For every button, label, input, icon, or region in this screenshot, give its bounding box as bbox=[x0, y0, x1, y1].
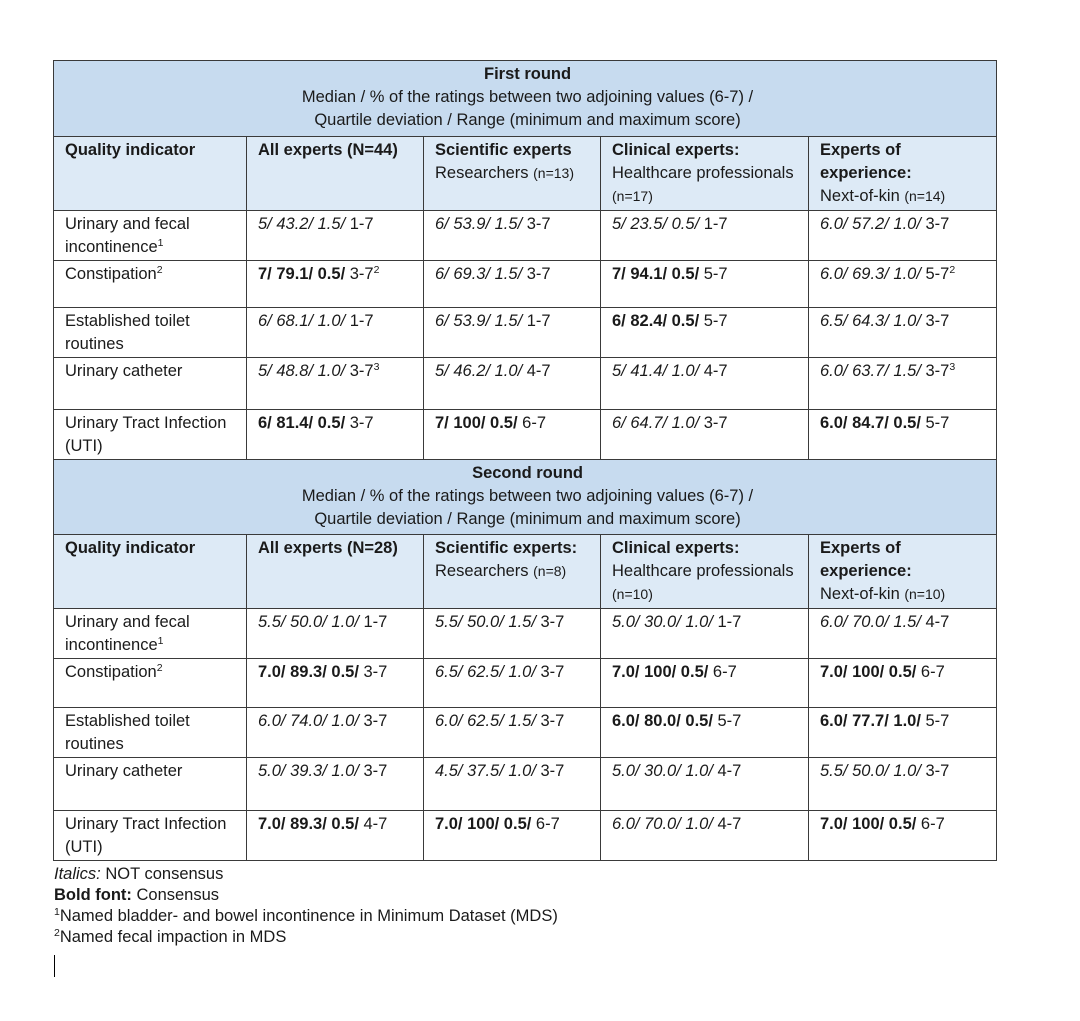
column-header-subtitle bbox=[435, 560, 594, 583]
column-header-title: All experts (N=44) bbox=[258, 141, 398, 159]
legend-italics-label: Italics: bbox=[54, 865, 101, 883]
value-stats: 7.0/ 100/ 0.5/ bbox=[820, 663, 917, 681]
round-band bbox=[54, 460, 997, 535]
column-header-count: (n=10) bbox=[904, 586, 946, 602]
row-label bbox=[54, 659, 247, 708]
value-range: 6-7 bbox=[708, 663, 737, 681]
column-header bbox=[424, 535, 601, 609]
value-range: 3-7 bbox=[920, 762, 950, 780]
value-stats: 7.0/ 100/ 0.5/ bbox=[612, 663, 709, 681]
value-stats: 6/ 53.9/ 1.5/ bbox=[435, 215, 523, 233]
value-cell bbox=[601, 410, 809, 460]
results-table-body bbox=[54, 61, 997, 861]
value-stats: 7/ 100/ 0.5/ bbox=[435, 414, 518, 432]
value-range: 3-7 bbox=[522, 215, 551, 233]
footnote-2-marker: 2 bbox=[54, 927, 60, 939]
value-range: 3-7 bbox=[345, 362, 374, 380]
value-cell bbox=[424, 308, 601, 358]
value-stats: 6.0/ 69.3/ 1.0/ bbox=[820, 265, 921, 283]
value-cell bbox=[601, 758, 809, 811]
value-range: 3-7 bbox=[522, 265, 551, 283]
value-cell bbox=[809, 758, 997, 811]
row-label bbox=[54, 609, 247, 659]
value-range: 3-7 bbox=[535, 663, 565, 681]
value-footnote: 3 bbox=[949, 361, 956, 373]
footnote-2-text: Named fecal impaction in MDS bbox=[59, 928, 287, 946]
value-cell bbox=[247, 758, 424, 811]
table-row bbox=[54, 758, 997, 811]
column-header-title: Quality indicator bbox=[65, 141, 196, 159]
round-title: Second round bbox=[472, 464, 583, 482]
table-row bbox=[54, 708, 997, 758]
column-header-group: Healthcare professionals bbox=[612, 164, 794, 182]
value-stats: 6/ 64.7/ 1.0/ bbox=[612, 414, 700, 432]
column-header bbox=[247, 137, 424, 211]
row-label-text: Constipation bbox=[65, 663, 157, 681]
table-row bbox=[54, 410, 997, 460]
value-range: 1-7 bbox=[358, 613, 388, 631]
table-row bbox=[54, 609, 997, 659]
value-stats: 5.5/ 50.0/ 1.5/ bbox=[435, 613, 536, 631]
value-cell bbox=[247, 308, 424, 358]
table-notes bbox=[54, 864, 558, 948]
row-label-text: Urinary and fecal incontinence bbox=[65, 215, 190, 256]
row-label bbox=[54, 211, 247, 261]
column-header-count: (n=10) bbox=[612, 586, 653, 602]
column-header-title: Scientific experts: bbox=[435, 539, 578, 557]
value-cell bbox=[424, 811, 601, 861]
row-label bbox=[54, 358, 247, 410]
value-cell bbox=[424, 609, 601, 659]
value-cell bbox=[601, 811, 809, 861]
value-stats: 6.0/ 80.0/ 0.5/ bbox=[612, 712, 713, 730]
value-stats: 6/ 69.3/ 1.5/ bbox=[435, 265, 523, 283]
legend-bold bbox=[54, 885, 558, 906]
row-label-text: Established toilet routines bbox=[65, 712, 190, 753]
value-stats: 6.0/ 70.0/ 1.0/ bbox=[612, 815, 713, 833]
column-header-subtitle bbox=[435, 162, 594, 185]
text-cursor bbox=[54, 955, 55, 977]
column-header-count: (n=17) bbox=[612, 188, 653, 204]
value-stats: 7.0/ 100/ 0.5/ bbox=[435, 815, 532, 833]
column-header-subtitle bbox=[820, 583, 990, 606]
column-header-title: Clinical experts: bbox=[612, 539, 740, 557]
round-subtitle-line-2: Quartile deviation / Range (minimum and maximum score) bbox=[314, 111, 741, 129]
value-cell bbox=[247, 659, 424, 708]
value-cell bbox=[247, 358, 424, 410]
value-range: 5-7 bbox=[920, 712, 950, 730]
value-cell bbox=[424, 659, 601, 708]
column-header bbox=[54, 137, 247, 211]
value-cell bbox=[601, 609, 809, 659]
column-header-count: (n=8) bbox=[533, 563, 567, 579]
value-stats: 6.0/ 84.7/ 0.5/ bbox=[820, 414, 921, 432]
round-subtitle-line-1: Median / % of the ratings between two adjoining values (6-7) / bbox=[301, 88, 754, 106]
value-cell bbox=[809, 811, 997, 861]
value-cell bbox=[601, 358, 809, 410]
value-stats: 5/ 43.2/ 1.5/ bbox=[258, 215, 346, 233]
row-label-text: Urinary catheter bbox=[65, 762, 183, 780]
value-footnote: 3 bbox=[373, 361, 380, 373]
value-stats: 5.5/ 50.0/ 1.0/ bbox=[258, 613, 359, 631]
column-header-title: All experts (N=28) bbox=[258, 539, 398, 557]
row-label-text: Constipation bbox=[65, 265, 157, 283]
value-range: 3-7 bbox=[358, 762, 388, 780]
value-range: 4-7 bbox=[712, 762, 742, 780]
value-cell bbox=[247, 410, 424, 460]
value-cell bbox=[424, 358, 601, 410]
value-range: 3-7 bbox=[358, 663, 388, 681]
value-range: 3-7 bbox=[535, 762, 565, 780]
legend-bold-text: Consensus bbox=[131, 886, 220, 904]
column-header-row bbox=[54, 535, 997, 609]
value-range: 1-7 bbox=[345, 312, 374, 330]
value-cell bbox=[809, 308, 997, 358]
value-cell bbox=[809, 410, 997, 460]
value-stats: 6/ 53.9/ 1.5/ bbox=[435, 312, 523, 330]
column-header-row bbox=[54, 137, 997, 211]
round-subtitle-line-1: Median / % of the ratings between two adjoining values (6-7) / bbox=[301, 487, 754, 505]
column-header-title: Experts of experience: bbox=[820, 539, 912, 580]
value-stats: 6.0/ 77.7/ 1.0/ bbox=[820, 712, 921, 730]
table-row bbox=[54, 308, 997, 358]
value-range: 1-7 bbox=[712, 613, 742, 631]
value-cell bbox=[247, 609, 424, 659]
value-cell bbox=[424, 261, 601, 308]
column-header bbox=[424, 137, 601, 211]
value-cell bbox=[601, 211, 809, 261]
column-header bbox=[601, 535, 809, 609]
column-header-title: Scientific experts bbox=[435, 141, 572, 159]
value-range: 6-7 bbox=[916, 663, 945, 681]
row-label bbox=[54, 811, 247, 861]
value-range: 5-7 bbox=[699, 312, 728, 330]
value-stats: 5/ 41.4/ 1.0/ bbox=[612, 362, 700, 380]
value-stats: 5.0/ 30.0/ 1.0/ bbox=[612, 762, 713, 780]
value-range: 1-7 bbox=[345, 215, 374, 233]
value-range: 5-7 bbox=[920, 414, 950, 432]
value-range: 3-7 bbox=[920, 215, 950, 233]
value-cell bbox=[601, 708, 809, 758]
value-stats: 7.0/ 100/ 0.5/ bbox=[820, 815, 917, 833]
value-range: 3-7 bbox=[699, 414, 728, 432]
value-cell bbox=[247, 211, 424, 261]
row-label bbox=[54, 758, 247, 811]
value-range: 5-7 bbox=[699, 265, 728, 283]
table-row bbox=[54, 811, 997, 861]
column-header-group: Next-of-kin bbox=[820, 585, 905, 603]
value-cell bbox=[809, 261, 997, 308]
round-band-row bbox=[54, 61, 997, 137]
value-stats: 5/ 46.2/ 1.0/ bbox=[435, 362, 523, 380]
value-cell bbox=[424, 758, 601, 811]
value-stats: 7.0/ 89.3/ 0.5/ bbox=[258, 663, 359, 681]
value-cell bbox=[809, 708, 997, 758]
footnote-1-text: Named bladder- and bowel incontinence in Minimum Dataset (MDS) bbox=[59, 907, 558, 925]
value-range: 4-7 bbox=[920, 613, 950, 631]
value-range: 1-7 bbox=[522, 312, 551, 330]
value-range: 4-7 bbox=[522, 362, 551, 380]
value-cell bbox=[809, 659, 997, 708]
value-range: 5-7 bbox=[920, 265, 950, 283]
column-header-group: Researchers bbox=[435, 164, 534, 182]
value-cell bbox=[424, 708, 601, 758]
column-header-title: Quality indicator bbox=[65, 539, 196, 557]
value-range: 6-7 bbox=[531, 815, 560, 833]
row-label-text: Urinary and fecal incontinence bbox=[65, 613, 190, 654]
round-subtitle-line-2: Quartile deviation / Range (minimum and maximum score) bbox=[314, 510, 741, 528]
legend-italics-text: NOT consensus bbox=[100, 865, 224, 883]
row-label-footnote: 1 bbox=[157, 635, 164, 647]
value-stats: 7/ 79.1/ 0.5/ bbox=[258, 265, 346, 283]
value-stats: 6.0/ 62.5/ 1.5/ bbox=[435, 712, 536, 730]
value-stats: 6.5/ 62.5/ 1.0/ bbox=[435, 663, 536, 681]
column-header bbox=[809, 535, 997, 609]
value-range: 4-7 bbox=[699, 362, 728, 380]
row-label bbox=[54, 410, 247, 460]
table-row bbox=[54, 358, 997, 410]
column-header-count: (n=13) bbox=[533, 165, 574, 181]
round-title: First round bbox=[483, 65, 572, 83]
column-header-group: Researchers bbox=[435, 562, 534, 580]
column-header bbox=[54, 535, 247, 609]
value-cell bbox=[247, 708, 424, 758]
value-cell bbox=[424, 410, 601, 460]
footnote-1 bbox=[54, 906, 558, 927]
value-stats: 6/ 81.4/ 0.5/ bbox=[258, 414, 346, 432]
value-range: 3-7 bbox=[535, 712, 565, 730]
legend-italics bbox=[54, 864, 558, 885]
column-header-subtitle bbox=[820, 185, 990, 208]
value-stats: 4.5/ 37.5/ 1.0/ bbox=[435, 762, 536, 780]
value-stats: 5/ 48.8/ 1.0/ bbox=[258, 362, 346, 380]
value-cell bbox=[601, 261, 809, 308]
value-footnote: 2 bbox=[373, 264, 380, 276]
column-header bbox=[809, 137, 997, 211]
row-label bbox=[54, 708, 247, 758]
value-stats: 7/ 94.1/ 0.5/ bbox=[612, 265, 700, 283]
value-range: 3-7 bbox=[345, 414, 374, 432]
column-header bbox=[247, 535, 424, 609]
row-label-footnote: 1 bbox=[157, 237, 164, 249]
value-stats: 5/ 23.5/ 0.5/ bbox=[612, 215, 700, 233]
row-label-footnote: 2 bbox=[156, 662, 163, 674]
value-cell bbox=[809, 609, 997, 659]
column-header-group: Next-of-kin bbox=[820, 187, 905, 205]
row-label bbox=[54, 308, 247, 358]
value-cell bbox=[809, 358, 997, 410]
value-stats: 6/ 68.1/ 1.0/ bbox=[258, 312, 346, 330]
column-header-subtitle bbox=[612, 560, 802, 606]
value-range: 6-7 bbox=[517, 414, 547, 432]
footnote-1-marker: 1 bbox=[54, 906, 60, 918]
footnote-2 bbox=[54, 927, 558, 948]
value-range: 1-7 bbox=[699, 215, 728, 233]
value-footnote: 2 bbox=[949, 264, 956, 276]
table-row bbox=[54, 211, 997, 261]
legend-bold-label: Bold font: bbox=[54, 886, 132, 904]
column-header-count: (n=14) bbox=[904, 188, 946, 204]
table-row bbox=[54, 659, 997, 708]
column-header-title: Clinical experts: bbox=[612, 141, 740, 159]
results-table bbox=[53, 60, 997, 861]
value-stats: 5.0/ 30.0/ 1.0/ bbox=[612, 613, 713, 631]
round-band bbox=[54, 61, 997, 137]
row-label-text: Urinary Tract Infection (UTI) bbox=[65, 414, 227, 455]
value-range: 3-7 bbox=[535, 613, 565, 631]
value-range: 3-7 bbox=[920, 312, 950, 330]
value-stats: 6.5/ 64.3/ 1.0/ bbox=[820, 312, 921, 330]
value-range: 5-7 bbox=[712, 712, 742, 730]
value-stats: 5.5/ 50.0/ 1.0/ bbox=[820, 762, 921, 780]
value-range: 6-7 bbox=[916, 815, 945, 833]
row-label-text: Established toilet routines bbox=[65, 312, 190, 353]
value-stats: 6.0/ 74.0/ 1.0/ bbox=[258, 712, 359, 730]
value-cell bbox=[809, 211, 997, 261]
value-range: 3-7 bbox=[358, 712, 388, 730]
row-label bbox=[54, 261, 247, 308]
row-label-text: Urinary catheter bbox=[65, 362, 183, 380]
round-band-row bbox=[54, 460, 997, 535]
value-stats: 6.0/ 70.0/ 1.5/ bbox=[820, 613, 921, 631]
column-header-title: Experts of experience: bbox=[820, 141, 912, 182]
value-range: 4-7 bbox=[712, 815, 742, 833]
column-header bbox=[601, 137, 809, 211]
value-cell bbox=[247, 811, 424, 861]
value-cell bbox=[601, 659, 809, 708]
value-stats: 6.0/ 57.2/ 1.0/ bbox=[820, 215, 921, 233]
value-stats: 6/ 82.4/ 0.5/ bbox=[612, 312, 700, 330]
value-stats: 7.0/ 89.3/ 0.5/ bbox=[258, 815, 359, 833]
column-header-group: Healthcare professionals bbox=[612, 562, 794, 580]
column-header-subtitle bbox=[612, 162, 802, 208]
value-cell bbox=[601, 308, 809, 358]
value-stats: 5.0/ 39.3/ 1.0/ bbox=[258, 762, 359, 780]
value-cell bbox=[424, 211, 601, 261]
row-label-text: Urinary Tract Infection (UTI) bbox=[65, 815, 227, 856]
table-row bbox=[54, 261, 997, 308]
value-range: 3-7 bbox=[920, 362, 950, 380]
row-label-footnote: 2 bbox=[156, 264, 163, 276]
value-range: 4-7 bbox=[358, 815, 388, 833]
value-cell bbox=[247, 261, 424, 308]
value-range: 3-7 bbox=[345, 265, 374, 283]
value-stats: 6.0/ 63.7/ 1.5/ bbox=[820, 362, 921, 380]
